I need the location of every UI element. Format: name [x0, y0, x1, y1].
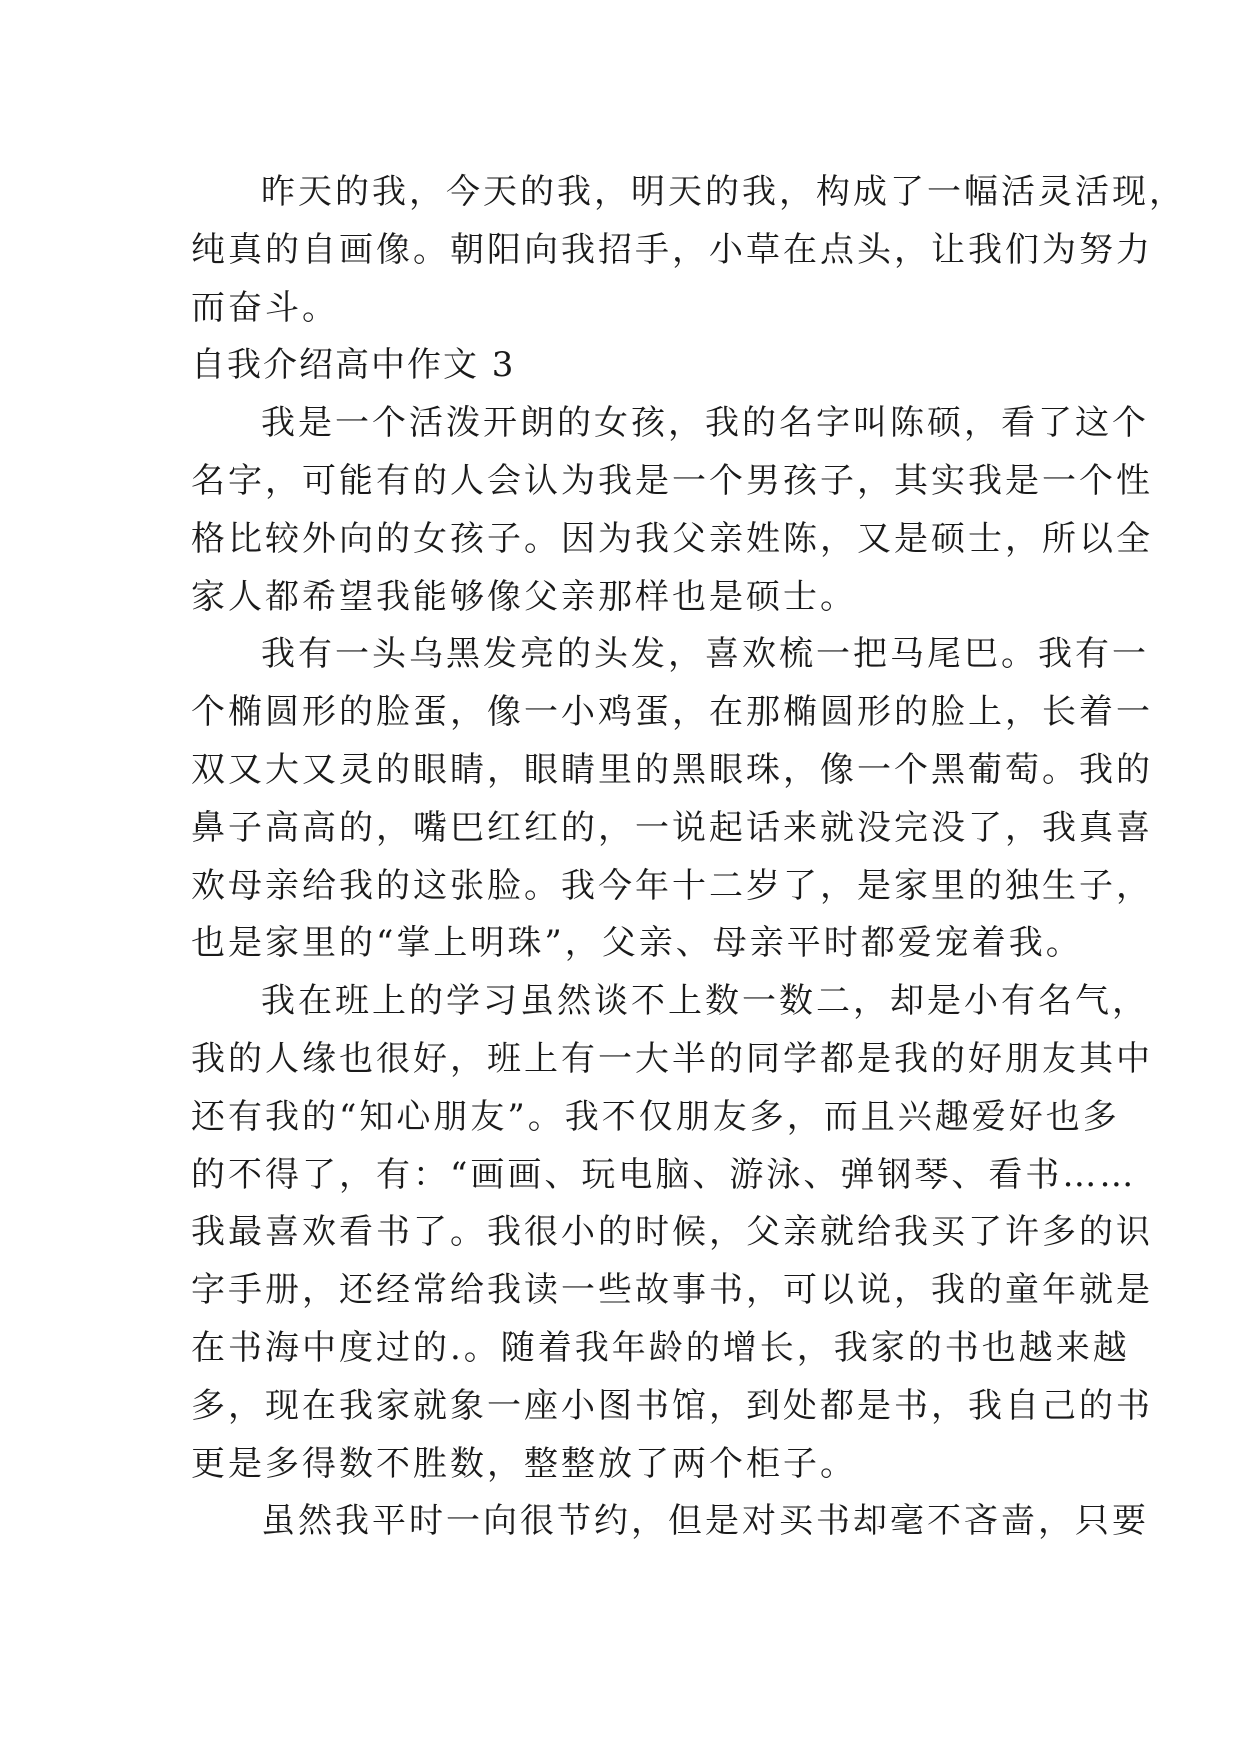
text-line: 家人都希望我能够像父亲那样也是硕士。	[191, 576, 857, 617]
text-line: 也是家里的“掌上明珠”，父亲、母亲平时都爱宠着我。	[191, 923, 1083, 964]
text-line: 我的人缘也很好，班上有一大半的同学都是我的好朋友其中	[191, 1038, 1153, 1079]
text-line: 格比较外向的女孩子。因为我父亲姓陈，又是硕士，所以全	[191, 518, 1153, 559]
text-line: 昨天的我，今天的我，明天的我，构成了一幅活灵活现，	[261, 172, 1186, 212]
paragraph-1	[191, 395, 1153, 626]
text-line: 在书海中度过的.。随着我年龄的增长，我家的书也越来越	[191, 1327, 1130, 1368]
paragraph-4	[191, 1493, 1149, 1551]
section-heading-text: 自我介绍高中作文 3	[191, 345, 516, 386]
text-line: 我是一个活泼开朗的女孩，我的名字叫陈硕，看了这个	[261, 403, 1149, 444]
text-line: 双又大又灵的眼睛，眼睛里的黑眼珠，像一个黑葡萄。我的	[191, 749, 1153, 790]
essay-body	[191, 164, 1186, 1551]
text-line: 多，现在我家就象一座小图书馆，到处都是书，我自己的书	[191, 1385, 1153, 1426]
paragraph-2	[191, 626, 1153, 973]
text-line: 个椭圆形的脸蛋，像一小鸡蛋，在那椭圆形的脸上，长着一	[191, 692, 1153, 733]
text-line: 我最喜欢看书了。我很小的时候，父亲就给我买了许多的识	[191, 1212, 1153, 1253]
paragraph-3	[191, 973, 1153, 1493]
text-line: 我有一头乌黑发亮的头发，喜欢梳一把马尾巴。我有一	[261, 634, 1149, 675]
intro-paragraph	[191, 164, 1186, 337]
text-line: 虽然我平时一向很节约，但是对买书却毫不吝啬，只要	[261, 1501, 1149, 1542]
text-line: 字手册，还经常给我读一些故事书，可以说，我的童年就是	[191, 1270, 1153, 1311]
text-line: 我在班上的学习虽然谈不上数一数二，却是小有名气，	[261, 981, 1149, 1022]
text-line: 纯真的自画像。朝阳向我招手，小草在点头，让我们为努力	[191, 229, 1153, 270]
text-line: 而奋斗。	[191, 287, 339, 328]
text-line: 欢母亲给我的这张脸。我今年十二岁了，是家里的独生子，	[191, 865, 1153, 906]
section-heading	[191, 337, 1071, 395]
text-line: 鼻子高高的，嘴巴红红的，一说起话来就没完没了，我真喜	[191, 807, 1153, 848]
text-line: 更是多得数不胜数，整整放了两个柜子。	[191, 1443, 857, 1484]
text-line: 还有我的“知心朋友”。我不仅朋友多，而且兴趣爱好也多	[191, 1096, 1120, 1137]
text-line: 名字，可能有的人会认为我是一个男孩子，其实我是一个性	[191, 460, 1153, 501]
text-line: 的不得了，有：“画画、玩电脑、游泳、弹钢琴、看书……	[191, 1154, 1137, 1195]
